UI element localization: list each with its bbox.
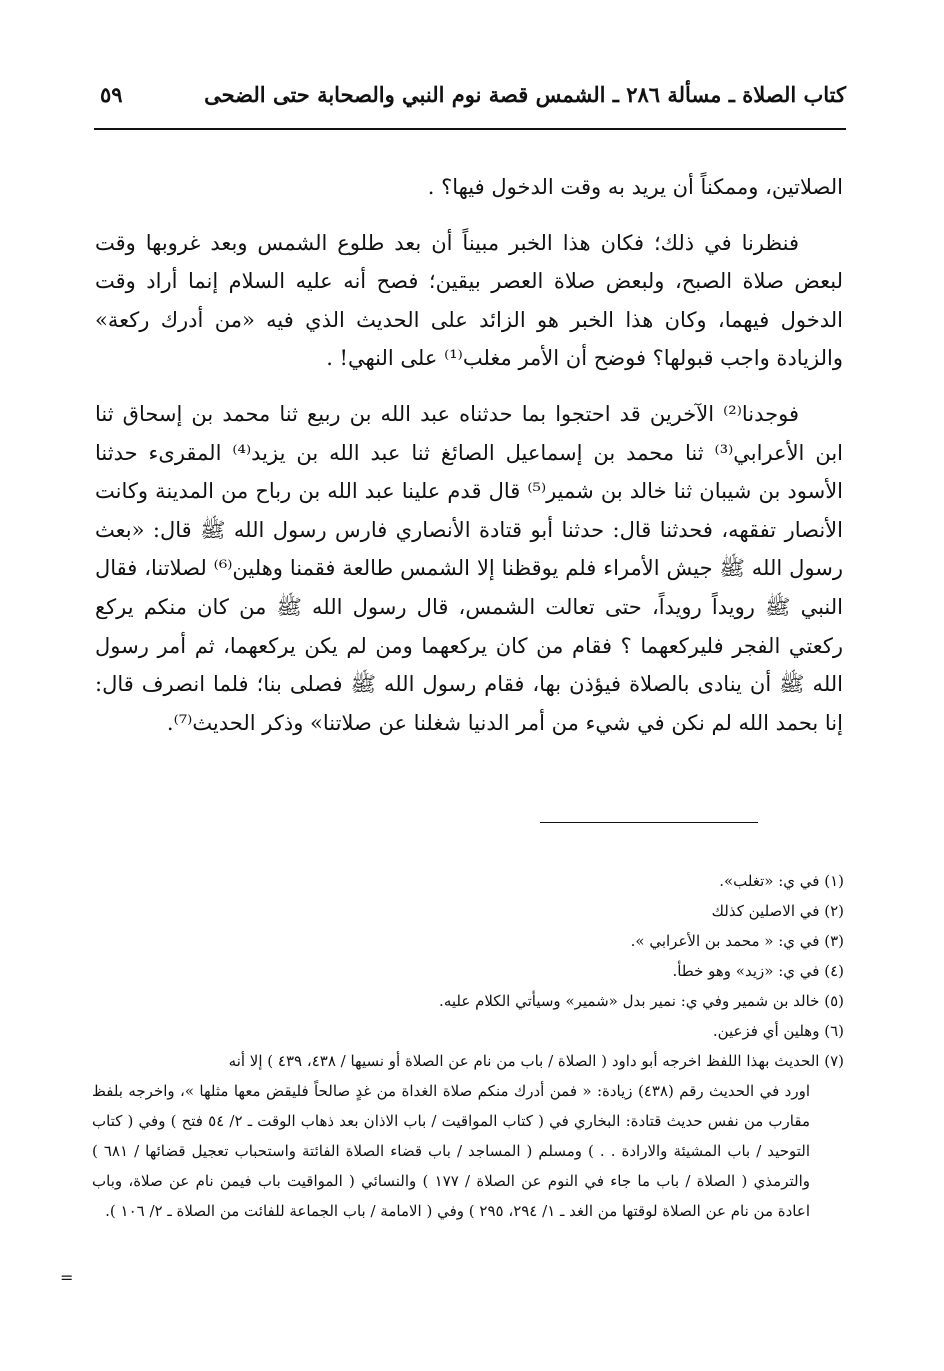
footnote: (٥) خالد بن شمير وفي ي: نمير بدل «شمير» وسيأتي الكلام عليه.	[439, 992, 844, 1010]
footnote: (١) في ي: «تغلب».	[719, 872, 844, 890]
paragraph: فنظرنا في ذلك؛ فكان هذا الخبر مبيناً أن بعد طلوع الشمس وبعد غروبها وقت لبعض صلاة الصبح، ولبعض صلاة العصر بيقين؛ فصح أنه عليه السلام إنما أراد وقت الدخول فيهما، وكان هذا الخبر هو الزائد على الحديث الذي فيه «من أدرك ركعة» والزيادة واجب قبولها؟ فوضح أن الأمر مغلب⁽¹⁾ على النهي! .	[95, 230, 843, 371]
footnotes	[92, 866, 844, 1226]
header-title: كتاب الصلاة ـ مسألة ٢٨٦ ـ الشمس قصة نوم النبي والصحابة حتى الضحى	[204, 82, 846, 107]
footnote: (٦) وهلين أي فزعين.	[712, 1022, 844, 1040]
paragraph: الصلاتين، وممكناً أن يريد به وقت الدخول فيها؟ .	[427, 175, 843, 199]
continuation-mark: =	[60, 1268, 74, 1287]
footnote: (٧) الحديث بهذا اللفظ اخرجه أبو داود ( الصلاة / باب من نام عن الصلاة أو نسيها / ٤٣٨، ٤٣٩ ) إلا أنه	[228, 1052, 844, 1070]
footnote: (٣) في ي: « محمد بن الأعرابي ».	[630, 932, 844, 950]
running-header	[92, 80, 846, 120]
footnote: (٤) في ي: «زيد» وهو خطأ.	[672, 962, 844, 980]
header-rule	[94, 128, 846, 130]
page-number: ٥٩	[100, 82, 123, 107]
footnote-continuation: اورد في الحديث رقم (٤٣٨) زيادة: « فمن أدرك منكم صلاة الغداة من غدٍ صالحاً فليقض معها مثلها »، واخرجه بلفظ مقارب من نفس حديث قتادة: البخاري في ( كتاب المواقيت / باب الاذان بعد ذهاب الوقت ـ ٢/ ٥٤ فتح ) وفي ( كتاب التوحيد / باب المشيئة والارادة . . ) ومسلم ( المساجد / باب قضاء الصلاة الفائتة واستحباب تعجيل قضائها / ٦٨١ ) والترمذي ( الصلاة / باب ما جاء في النوم عن الصلاة / ١٧٧ ) والنسائي ( المواقيت باب فيمن نام عن صلاة، وباب اعادة من نام عن الصلاة لوقتها من الغد ـ ١/ ٢٩٤، ٢٩٥ ) وفي ( الامامة / باب الجماعة للفائت من الصلاة ـ ٢/ ١٠٦ ).	[92, 1082, 811, 1220]
paragraph: فوجدنا⁽²⁾ الآخرين قد احتجوا بما حدثناه عبد الله بن ربيع ثنا محمد بن إسحاق ثنا ابن الأعرابي⁽³⁾ ثنا محمد بن إسماعيل الصائغ ثنا عبد الله بن يزيد⁽⁴⁾ المقرىء حدثنا الأسود بن شيبان ثنا خالد بن شمير⁽⁵⁾ قال قدم علينا عبد الله بن رباح من المدينة وكانت الأنصار تفقهه، فحدثنا قال: حدثنا أبو قتادة الأنصاري فارس رسول الله ﷺ قال: «بعث رسول الله ﷺ جيش الأمراء فلم يوقظنا إلا الشمس طالعة فقمنا وهلين⁽⁶⁾ لصلاتنا، فقال النبي ﷺ رويداً رويداً، حتى تعالت الشمس، قال رسول الله ﷺ من كان منكم يركع ركعتي الفجر فليركعهما ؟ فقام من كان يركعهما ومن لم يكن يركعهما، ثم أمر رسول الله ﷺ أن ينادى بالصلاة فيؤذن بها، فقام رسول الله ﷺ فصلى بنا؛ فلما انصرف قال: إنا بحمد الله لم نكن في شيء من أمر الدنيا شغلنا عن صلاتنا» وذكر الحديث⁽⁷⁾.	[95, 401, 844, 735]
footnote-separator	[540, 822, 758, 823]
footnote: (٢) في الاصلين كذلك	[711, 902, 844, 920]
main-text	[95, 168, 843, 759]
